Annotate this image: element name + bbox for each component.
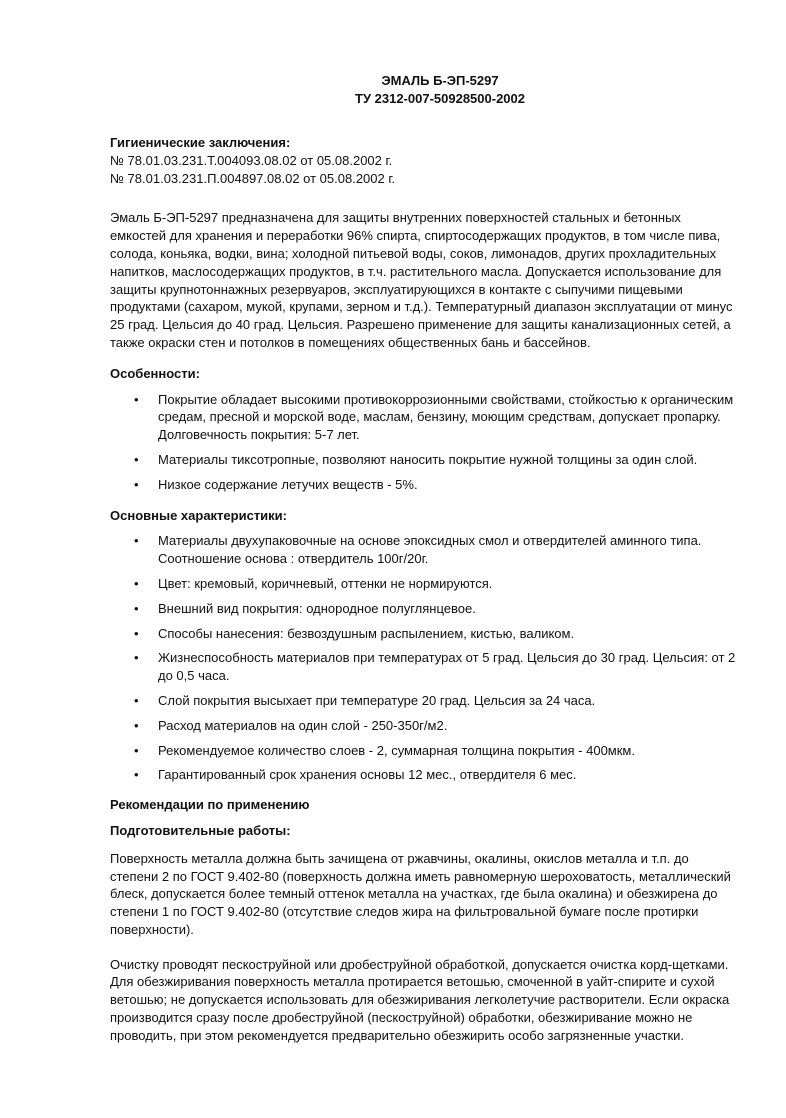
characteristics-list [110, 532, 736, 784]
list-item-text: Способы нанесения: безвоздушным распылением, кистью, валиком. [158, 625, 575, 641]
list-item-text: Низкое содержание летучих веществ - 5%. [158, 476, 418, 492]
list-item [110, 451, 742, 469]
bullet-icon: • [134, 650, 139, 666]
preparation-paragraph-2: Очистку проводят пескоструйной или дробеструйной обработкой, допускается очистка корд-щетками. Для обезжиривания поверхность металла протирается ветошью, смоченной в уайт-спирите и сухой ветошью; не допускается использовать для обезжиривания легколетучие растворители. Если окраска производится сразу после дробеструйной (пескоструйной) обработки, обезжиривание можно не проводить, при этом рекомендуется предварительно обезжирить особо загрязненные участки. [110, 956, 730, 1043]
list-item-text: Гарантированный срок хранения основы 12 мес., отвердителя 6 мес. [158, 767, 577, 783]
bullet-icon: • [134, 625, 139, 641]
list-item-text: Рекомендуемое количество слоев - 2, суммарная толщина покрытия - 400мкм. [158, 742, 635, 758]
features-heading: Особенности: [110, 365, 200, 381]
title-spec-number: ТУ 2312-007-50928500-2002 [355, 91, 525, 106]
list-item [110, 476, 742, 494]
bullet-icon: • [134, 717, 139, 733]
characteristics-heading: Основные характеристики: [110, 507, 288, 523]
list-item-text: Материалы двухупаковочные на основе эпоксидных смол и отвердителей аминного типа. Соотношение основа : отвердитель 100г/20г. [158, 533, 702, 567]
list-item-text: Внешний вид покрытия: однородное полуглянцевое. [158, 600, 476, 616]
list-item-text: Цвет: кремовый, коричневый, оттенки не нормируются. [158, 575, 493, 591]
bullet-icon: • [134, 391, 139, 407]
features-list [110, 391, 734, 494]
recommendations-heading: Рекомендации по применению [110, 797, 310, 813]
bullet-icon: • [134, 742, 139, 758]
bullet-icon: • [134, 692, 139, 708]
preparation-paragraph-1: Поверхность металла должна быть зачищена от ржавчины, окалины, окислов металла и т.п. до степени 2 по ГОСТ 9.402-80 (поверхность должна иметь равномерную шероховатость, металлический блеск, допускается более темный оттенок металла на участках, где была окалина) и обезжирена до степени 1 по ГОСТ 9.402-80 (отсутствие следов жира на фильтровальной бумаге после протирки поверхности). [110, 850, 731, 937]
list-item-text: Расход материалов на один слой - 250-350г/м2. [158, 717, 448, 733]
bullet-icon: • [134, 533, 139, 549]
list-item-text: Жизнеспособность материалов при температурах от 5 град. Цельсия до 30 град. Цельсия: от 2 до 0,5 часа. [158, 650, 736, 684]
bullet-icon: • [134, 600, 139, 616]
list-item-text: Покрытие обладает высокими противокоррозионными свойствами, стойкостью к органическим средам, пресной и морской воде, маслам, бензину, моющим средствам, допускает пропарку. Долговечность покрытия: 5-7 лет. [158, 391, 734, 443]
list-item [110, 600, 742, 618]
list-item [110, 742, 742, 760]
list-item [110, 649, 742, 685]
list-item [110, 692, 742, 710]
list-item-text: Материалы тиксотропные, позволяют наносить покрытие нужной толщины за один слой. [158, 451, 698, 467]
bullet-icon: • [134, 575, 139, 591]
document-title [110, 72, 730, 108]
hygiene-certificate-2: № 78.01.03.231.П.004897.08.02 от 05.08.2002 г. [110, 170, 396, 186]
list-item [110, 717, 742, 735]
list-item-text: Слой покрытия высыхает при температуре 20 град. Цельсия за 24 часа. [158, 692, 596, 708]
list-item [110, 532, 742, 568]
list-item [110, 575, 742, 593]
list-item [110, 391, 742, 444]
hygiene-heading: Гигиенические заключения: [110, 135, 291, 150]
list-item [110, 766, 742, 784]
hygiene-certificate-1: № 78.01.03.231.Т.004093.08.02 от 05.08.2002 г. [110, 152, 393, 168]
bullet-icon: • [134, 451, 139, 467]
preparation-heading: Подготовительные работы: [110, 822, 291, 838]
hygiene-certificates [110, 152, 730, 188]
bullet-icon: • [134, 767, 139, 783]
list-item [110, 625, 742, 643]
title-product-name: ЭМАЛЬ Б-ЭП-5297 [381, 73, 499, 88]
description-paragraph: Эмаль Б-ЭП-5297 предназначена для защиты внутренних поверхностей стальных и бетонных емкостей для хранения и переработки 96% спирта, спиртосодержащих продуктов, в том числе пива, солода, коньяка, водки, вина; холодной питьевой воды, соков, лимонадов, других прохладительных напитков, маслосодержащих продуктов, в т.ч. растительного масла. Допускается использование для защиты крупнотоннажных резервуаров, эксплуатирующихся в контакте с сыпучими пищевыми продуктами (сахаром, мукой, крупами, зерном и т.д.). Температурный диапазон эксплуатации от минус 25 град. Цельсия до 40 град. Цельсия. Разрешено применение для защиты канализационных сетей, а также окраски стен и потолков в помещениях общественных бань и бассейнов. [110, 210, 733, 350]
bullet-icon: • [134, 476, 139, 492]
